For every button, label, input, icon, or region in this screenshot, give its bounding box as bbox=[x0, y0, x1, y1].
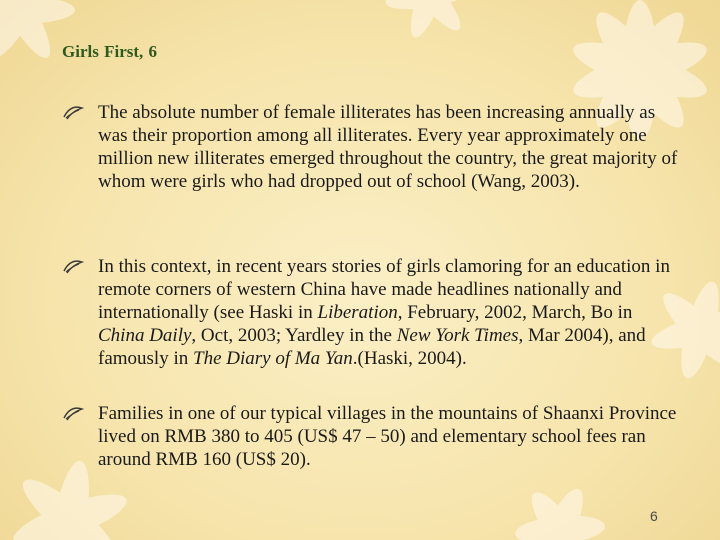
bullet-text-segment: .(Haski, 2004). bbox=[352, 348, 467, 369]
bullet-text-segment: , Oct, 2003; Yardley in the bbox=[191, 325, 397, 346]
bullet-text-segment: , Mar 2004), and famously in bbox=[98, 325, 646, 369]
italic-title-text: Liberation bbox=[317, 302, 398, 323]
leaf-bullet-icon bbox=[62, 259, 84, 275]
bullet-text bbox=[98, 255, 678, 370]
bullet-text-segment: In this context, in recent years stories of girls clamoring for an education in remote corners of western China have made headlines nationally and internationally (see Haski in bbox=[98, 256, 670, 323]
leaf-bullet-icon bbox=[62, 105, 84, 121]
bullet-text-segment: The absolute number of female illiterates has been increasing annually as was their proportion among all illiterates. Every year approximately one million new illiterates emerged throughout the country, the great majority of whom were girls who had dropped out of school (Wang, 2003). bbox=[98, 102, 678, 192]
italic-title-text: The Diary of Ma Yan bbox=[193, 348, 353, 369]
bullet-text-segment: Families in one of our typical villages in the mountains of Shaanxi Province lived on RMB 380 to 405 (US$ 47 – 50) and elementary school fees ran around RMB 160 (US$ 20). bbox=[98, 403, 677, 470]
leaf-bullet-icon bbox=[62, 406, 84, 422]
bullet-text bbox=[98, 101, 678, 193]
slide-title: Girls First, 6 bbox=[62, 42, 158, 61]
italic-title-text: New York Times bbox=[396, 325, 519, 346]
italic-title-text: China Daily bbox=[98, 325, 192, 346]
bullet-text-segment: , February, 2002, March, Bo in bbox=[397, 302, 633, 323]
bullet-text bbox=[98, 402, 678, 471]
page-number: 6 bbox=[650, 508, 658, 524]
